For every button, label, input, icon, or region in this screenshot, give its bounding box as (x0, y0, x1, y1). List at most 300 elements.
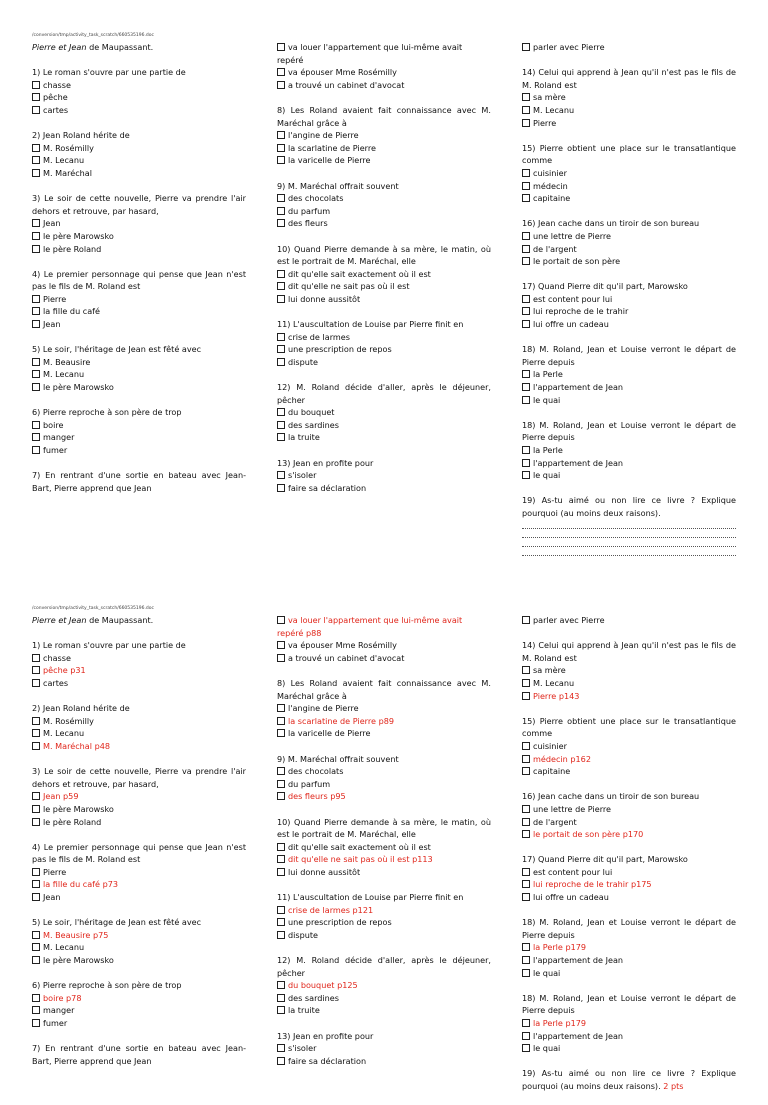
question-9 (277, 180, 491, 230)
checkbox-icon[interactable] (32, 320, 40, 328)
option-checkbox[interactable] (522, 664, 736, 677)
option-checkbox[interactable] (277, 205, 491, 218)
option-label: Pierre (533, 690, 557, 701)
checkbox-icon[interactable] (277, 282, 285, 290)
option-checkbox[interactable] (277, 66, 491, 79)
file-path: /conversion/tmp/activity_task_scratch/660535196.doc (32, 606, 154, 611)
option-checkbox[interactable] (277, 41, 491, 66)
question-text: 17) Quand Pierre dit qu'il part, Marowsko (522, 281, 688, 292)
option-checkbox[interactable] (522, 765, 736, 778)
option-checkbox[interactable] (522, 878, 736, 891)
checkbox-icon[interactable] (32, 893, 40, 901)
option-checkbox[interactable] (32, 104, 246, 117)
checkbox-icon[interactable] (32, 956, 40, 964)
option-checkbox[interactable] (32, 217, 246, 230)
option-label: faire sa déclaration (288, 482, 367, 493)
option-label: crise de larmes (288, 331, 350, 342)
question-3 (32, 765, 246, 828)
option-checkbox[interactable] (277, 1055, 491, 1068)
option-checkbox[interactable] (522, 941, 736, 954)
option-checkbox[interactable] (32, 891, 246, 904)
checkbox-icon[interactable] (277, 194, 285, 202)
checkbox-icon[interactable] (277, 729, 285, 737)
checkbox-icon[interactable] (522, 383, 530, 391)
checkbox-icon[interactable] (277, 843, 285, 851)
checkbox-icon[interactable] (277, 81, 285, 89)
checkbox-icon[interactable] (522, 893, 530, 901)
option-checkbox[interactable] (277, 639, 491, 652)
option-checkbox[interactable] (32, 318, 246, 331)
option-checkbox[interactable] (277, 217, 491, 230)
checkbox-icon[interactable] (32, 358, 40, 366)
question-1 (32, 639, 246, 689)
option-label: Jean (43, 791, 61, 802)
checkbox-icon[interactable] (522, 232, 530, 240)
option-checkbox[interactable] (522, 828, 736, 841)
worksheet-title (32, 614, 246, 627)
option-checkbox[interactable] (522, 457, 736, 470)
option-checkbox[interactable] (32, 167, 246, 180)
question-17 (522, 853, 736, 903)
worksheet-answers (0, 573, 768, 1091)
question-1 (32, 66, 246, 116)
checkbox-icon[interactable] (277, 408, 285, 416)
option-checkbox[interactable] (522, 368, 736, 381)
checkbox-icon[interactable] (277, 1044, 285, 1052)
option-checkbox[interactable] (522, 305, 736, 318)
checkbox-icon[interactable] (522, 956, 530, 964)
option-label: M. Rosémilly (43, 142, 94, 153)
option-label: la scarlatine de Pierre (288, 715, 376, 726)
option-label: du bouquet (288, 407, 335, 418)
option-checkbox[interactable] (522, 954, 736, 967)
checkbox-icon[interactable] (277, 345, 285, 353)
option-checkbox[interactable] (522, 740, 736, 753)
option-checkbox[interactable] (32, 878, 246, 891)
option-checkbox[interactable] (32, 664, 246, 677)
option-checkbox[interactable] (522, 230, 736, 243)
checkbox-icon[interactable] (522, 169, 530, 177)
option-label: a trouvé un cabinet d'avocat (288, 79, 405, 90)
option-checkbox[interactable] (32, 154, 246, 167)
question-text: 7) En rentrant d'une sortie en bateau avec Jean-Bart, Pierre apprend que Jean (32, 1043, 246, 1066)
checkbox-icon[interactable] (277, 68, 285, 76)
option-label: cartes (43, 677, 69, 688)
checkbox-icon[interactable] (32, 679, 40, 687)
checkbox-icon[interactable] (277, 906, 285, 914)
option-checkbox[interactable] (277, 979, 491, 992)
checkbox-icon[interactable] (522, 830, 530, 838)
checkbox-icon[interactable] (522, 446, 530, 454)
checkbox-icon[interactable] (32, 805, 40, 813)
option-checkbox[interactable] (522, 1030, 736, 1043)
option-checkbox[interactable] (32, 91, 246, 104)
checkbox-icon[interactable] (277, 219, 285, 227)
checkbox-icon[interactable] (32, 169, 40, 177)
option-checkbox[interactable] (277, 929, 491, 942)
checkbox-icon[interactable] (32, 792, 40, 800)
option-label: M. Lecanu (533, 104, 575, 115)
option-label: M. Maréchal (43, 740, 92, 751)
option-checkbox[interactable] (522, 91, 736, 104)
option-checkbox[interactable] (522, 255, 736, 268)
checkbox-icon[interactable] (32, 943, 40, 951)
checkbox-icon[interactable] (522, 943, 530, 951)
option-checkbox[interactable] (32, 381, 246, 394)
question-11 (277, 891, 491, 941)
question-text (522, 494, 736, 519)
checkbox-icon[interactable] (522, 755, 530, 763)
option-label: Pierre (533, 117, 557, 128)
option-label: des sardines (288, 992, 339, 1003)
checkbox-icon[interactable] (32, 994, 40, 1002)
option-checkbox[interactable] (32, 803, 246, 816)
checkbox-icon[interactable] (277, 994, 285, 1002)
option-checkbox[interactable] (522, 891, 736, 904)
option-checkbox[interactable] (522, 803, 736, 816)
checkbox-icon[interactable] (277, 358, 285, 366)
checkbox-icon[interactable] (32, 81, 40, 89)
option-checkbox[interactable] (32, 790, 246, 803)
checkbox-icon[interactable] (522, 257, 530, 265)
option-checkbox[interactable] (277, 331, 491, 344)
option-checkbox[interactable] (522, 104, 736, 117)
option-label: cuisinier (533, 167, 567, 178)
option-checkbox[interactable] (522, 381, 736, 394)
checkbox-icon[interactable] (277, 704, 285, 712)
checkbox-icon[interactable] (32, 880, 40, 888)
checkbox-icon[interactable] (277, 144, 285, 152)
option-checkbox[interactable] (32, 230, 246, 243)
option-label: l'appartement de Jean (533, 955, 624, 966)
checkbox-icon[interactable] (277, 156, 285, 164)
question-text: 11) L'auscultation de Louise par Pierre finit en (277, 892, 464, 903)
checkbox-icon[interactable] (522, 880, 530, 888)
question-2 (32, 129, 246, 179)
option-checkbox[interactable] (32, 715, 246, 728)
option-checkbox[interactable] (32, 727, 246, 740)
checkbox-icon[interactable] (522, 1044, 530, 1052)
option-checkbox[interactable] (277, 765, 491, 778)
option-checkbox[interactable] (277, 192, 491, 205)
option-label: l'appartement de Jean (533, 382, 624, 393)
option-checkbox[interactable] (277, 841, 491, 854)
option-checkbox[interactable] (522, 41, 736, 54)
question-text: 15) Pierre obtient une place sur le transatlantique comme (522, 142, 736, 166)
file-path: /conversion/tmp/activity_task_scratch/660535196.doc (32, 33, 154, 38)
option-label: l'appartement de Jean (533, 457, 624, 468)
checkbox-icon[interactable] (522, 43, 530, 51)
question-5 (32, 916, 246, 966)
option-checkbox[interactable] (522, 318, 736, 331)
option-checkbox[interactable] (32, 992, 246, 1005)
checkbox-icon[interactable] (522, 396, 530, 404)
question-4 (32, 841, 246, 904)
checkbox-icon[interactable] (32, 144, 40, 152)
option-checkbox[interactable] (277, 778, 491, 791)
option-label: de l'argent (533, 816, 577, 827)
question-text (522, 1067, 736, 1092)
option-label: des sardines (288, 419, 339, 430)
option-checkbox[interactable] (32, 954, 246, 967)
option-checkbox[interactable] (32, 431, 246, 444)
question-text: 18) M. Roland, Jean et Louise verront le départ de Pierre depuis (522, 992, 736, 1016)
option-checkbox[interactable] (277, 406, 491, 419)
question-14 (522, 66, 736, 129)
checkbox-icon[interactable] (277, 471, 285, 479)
option-checkbox[interactable] (522, 469, 736, 482)
question-8 (277, 677, 491, 740)
option-checkbox[interactable] (32, 941, 246, 954)
option-checkbox[interactable] (277, 431, 491, 444)
checkbox-icon[interactable] (522, 969, 530, 977)
checkbox-icon[interactable] (522, 1019, 530, 1027)
checkbox-icon[interactable] (32, 219, 40, 227)
option-checkbox[interactable] (277, 727, 491, 740)
option-checkbox[interactable] (32, 444, 246, 457)
option-label: le père Marowsko (43, 230, 114, 241)
option-checkbox[interactable] (277, 154, 491, 167)
checkbox-icon[interactable] (522, 320, 530, 328)
option-checkbox[interactable] (522, 243, 736, 256)
checkbox-icon[interactable] (277, 1006, 285, 1014)
worksheet-blank (0, 0, 768, 520)
option-label: une lettre de Pierre (533, 803, 612, 814)
checkbox-icon[interactable] (522, 370, 530, 378)
checkbox-icon[interactable] (32, 106, 40, 114)
checkbox-icon[interactable] (32, 433, 40, 441)
question-text: 14) Celui qui apprend à Jean qu'il n'est pas le fils de M. Roland est (522, 640, 736, 663)
checkbox-icon[interactable] (277, 855, 285, 863)
option-checkbox[interactable] (277, 652, 491, 665)
checkbox-icon[interactable] (522, 459, 530, 467)
checkbox-icon[interactable] (32, 654, 40, 662)
option-label: la fille du café (43, 306, 101, 317)
checkbox-icon[interactable] (32, 446, 40, 454)
option-checkbox[interactable] (522, 444, 736, 457)
checkbox-icon[interactable] (277, 295, 285, 303)
option-checkbox[interactable] (522, 677, 736, 690)
checkbox-icon[interactable] (277, 207, 285, 215)
question-7 (277, 614, 491, 664)
checkbox-icon[interactable] (522, 818, 530, 826)
checkbox-icon[interactable] (32, 742, 40, 750)
checkbox-icon[interactable] (522, 106, 530, 114)
checkbox-icon[interactable] (32, 295, 40, 303)
checkbox-icon[interactable] (277, 780, 285, 788)
question-18 (522, 916, 736, 979)
question-text: 5) Le soir, l'héritage de Jean est fêté avec (32, 344, 202, 355)
option-checkbox[interactable] (522, 866, 736, 879)
option-checkbox[interactable] (522, 394, 736, 407)
checkbox-icon[interactable] (277, 433, 285, 441)
checkbox-icon[interactable] (522, 307, 530, 315)
option-checkbox[interactable] (522, 167, 736, 180)
checkbox-icon[interactable] (277, 931, 285, 939)
checkbox-icon[interactable] (32, 931, 40, 939)
checkbox-icon[interactable] (522, 182, 530, 190)
option-checkbox[interactable] (277, 715, 491, 728)
option-checkbox[interactable] (277, 853, 491, 866)
question-16 (522, 217, 736, 267)
option-checkbox[interactable] (277, 482, 491, 495)
option-checkbox[interactable] (277, 142, 491, 155)
option-checkbox[interactable] (32, 1004, 246, 1017)
option-checkbox[interactable] (32, 677, 246, 690)
question-15 (522, 715, 736, 778)
checkbox-icon[interactable] (522, 245, 530, 253)
option-label: s'isoler (288, 470, 317, 481)
checkbox-icon[interactable] (32, 232, 40, 240)
checkbox-icon[interactable] (522, 679, 530, 687)
option-checkbox[interactable] (277, 129, 491, 142)
option-checkbox[interactable] (277, 1004, 491, 1017)
option-checkbox[interactable] (32, 79, 246, 92)
checkbox-icon[interactable] (277, 868, 285, 876)
checkbox-icon[interactable] (277, 1057, 285, 1065)
question-text: 11) L'auscultation de Louise par Pierre finit en (277, 319, 464, 330)
checkbox-icon[interactable] (277, 641, 285, 649)
option-checkbox[interactable] (277, 356, 491, 369)
checkbox-icon[interactable] (277, 484, 285, 492)
checkbox-icon[interactable] (32, 1019, 40, 1027)
checkbox-icon[interactable] (277, 654, 285, 662)
option-label: une prescription de repos (288, 344, 392, 355)
option-checkbox[interactable] (277, 1042, 491, 1055)
option-checkbox[interactable] (522, 816, 736, 829)
checkbox-icon[interactable] (32, 307, 40, 315)
answer-line[interactable] (522, 529, 736, 538)
checkbox-icon[interactable] (32, 421, 40, 429)
option-checkbox[interactable] (522, 753, 736, 766)
checkbox-icon[interactable] (522, 868, 530, 876)
option-checkbox[interactable] (32, 356, 246, 369)
checkbox-icon[interactable] (522, 194, 530, 202)
checkbox-icon[interactable] (277, 43, 285, 51)
option-checkbox[interactable] (277, 904, 491, 917)
checkbox-icon[interactable] (32, 1006, 40, 1014)
checkbox-icon[interactable] (32, 666, 40, 674)
option-label: sa mère (533, 665, 566, 676)
book-title: Pierre et Jean (32, 42, 87, 52)
option-checkbox[interactable] (522, 180, 736, 193)
question-5 (32, 343, 246, 393)
checkbox-icon[interactable] (522, 666, 530, 674)
option-checkbox[interactable] (522, 293, 736, 306)
option-checkbox[interactable] (32, 866, 246, 879)
checkbox-icon[interactable] (522, 471, 530, 479)
option-label: crise de larmes (288, 904, 350, 915)
checkbox-icon[interactable] (32, 93, 40, 101)
checkbox-icon[interactable] (277, 421, 285, 429)
answer-line[interactable] (522, 538, 736, 547)
option-checkbox[interactable] (277, 866, 491, 879)
checkbox-icon[interactable] (522, 692, 530, 700)
checkbox-icon[interactable] (32, 245, 40, 253)
option-checkbox[interactable] (277, 790, 491, 803)
option-checkbox[interactable] (277, 916, 491, 929)
option-label: l'angine de Pierre (288, 703, 359, 714)
option-label: capitaine (533, 193, 571, 204)
checkbox-icon[interactable] (277, 333, 285, 341)
checkbox-icon[interactable] (277, 270, 285, 278)
checkbox-icon[interactable] (32, 868, 40, 876)
option-checkbox[interactable] (277, 293, 491, 306)
option-checkbox[interactable] (32, 929, 246, 942)
option-checkbox[interactable] (522, 690, 736, 703)
option-checkbox[interactable] (32, 652, 246, 665)
option-label: chasse (43, 79, 71, 90)
checkbox-icon[interactable] (277, 767, 285, 775)
option-checkbox[interactable] (32, 816, 246, 829)
checkbox-icon[interactable] (522, 767, 530, 775)
option-checkbox[interactable] (522, 117, 736, 130)
answer-line[interactable] (522, 520, 736, 529)
option-checkbox[interactable] (32, 305, 246, 318)
checkbox-icon[interactable] (522, 742, 530, 750)
checkbox-icon[interactable] (32, 717, 40, 725)
option-checkbox[interactable] (277, 419, 491, 432)
checkbox-icon[interactable] (32, 729, 40, 737)
checkbox-icon[interactable] (522, 295, 530, 303)
option-checkbox[interactable] (522, 1017, 736, 1030)
option-label: lui donne aussitôt (288, 293, 361, 304)
checkbox-icon[interactable] (277, 717, 285, 725)
checkbox-icon[interactable] (32, 370, 40, 378)
option-checkbox[interactable] (522, 1042, 736, 1055)
option-checkbox[interactable] (32, 419, 246, 432)
option-checkbox[interactable] (522, 614, 736, 627)
option-label: une prescription de repos (288, 917, 392, 928)
option-checkbox[interactable] (32, 142, 246, 155)
checkbox-icon[interactable] (277, 616, 285, 624)
column-1 (32, 41, 246, 507)
option-checkbox[interactable] (277, 992, 491, 1005)
option-checkbox[interactable] (277, 469, 491, 482)
checkbox-icon[interactable] (32, 383, 40, 391)
option-checkbox[interactable] (522, 192, 736, 205)
option-checkbox[interactable] (32, 293, 246, 306)
option-checkbox[interactable] (277, 79, 491, 92)
option-checkbox[interactable] (522, 967, 736, 980)
checkbox-icon[interactable] (277, 131, 285, 139)
answer-line[interactable] (522, 547, 736, 556)
option-checkbox[interactable] (32, 243, 246, 256)
option-checkbox[interactable] (32, 368, 246, 381)
option-checkbox[interactable] (277, 614, 491, 639)
checkbox-icon[interactable] (277, 792, 285, 800)
option-checkbox[interactable] (32, 1017, 246, 1030)
checkbox-icon[interactable] (32, 818, 40, 826)
option-checkbox[interactable] (277, 280, 491, 293)
checkbox-icon[interactable] (522, 805, 530, 813)
question-6 (32, 979, 246, 1029)
option-checkbox[interactable] (277, 268, 491, 281)
page-reference: p59 (63, 791, 79, 802)
option-label: le père Marowsko (43, 803, 114, 814)
checkbox-icon[interactable] (522, 1032, 530, 1040)
checkbox-icon[interactable] (277, 981, 285, 989)
checkbox-icon[interactable] (32, 156, 40, 164)
option-checkbox[interactable] (277, 343, 491, 356)
checkbox-icon[interactable] (522, 616, 530, 624)
question-text: 16) Jean cache dans un tiroir de son bureau (522, 791, 700, 802)
checkbox-icon[interactable] (522, 93, 530, 101)
option-checkbox[interactable] (277, 702, 491, 715)
checkbox-icon[interactable] (277, 918, 285, 926)
option-checkbox[interactable] (32, 740, 246, 753)
checkbox-icon[interactable] (522, 119, 530, 127)
